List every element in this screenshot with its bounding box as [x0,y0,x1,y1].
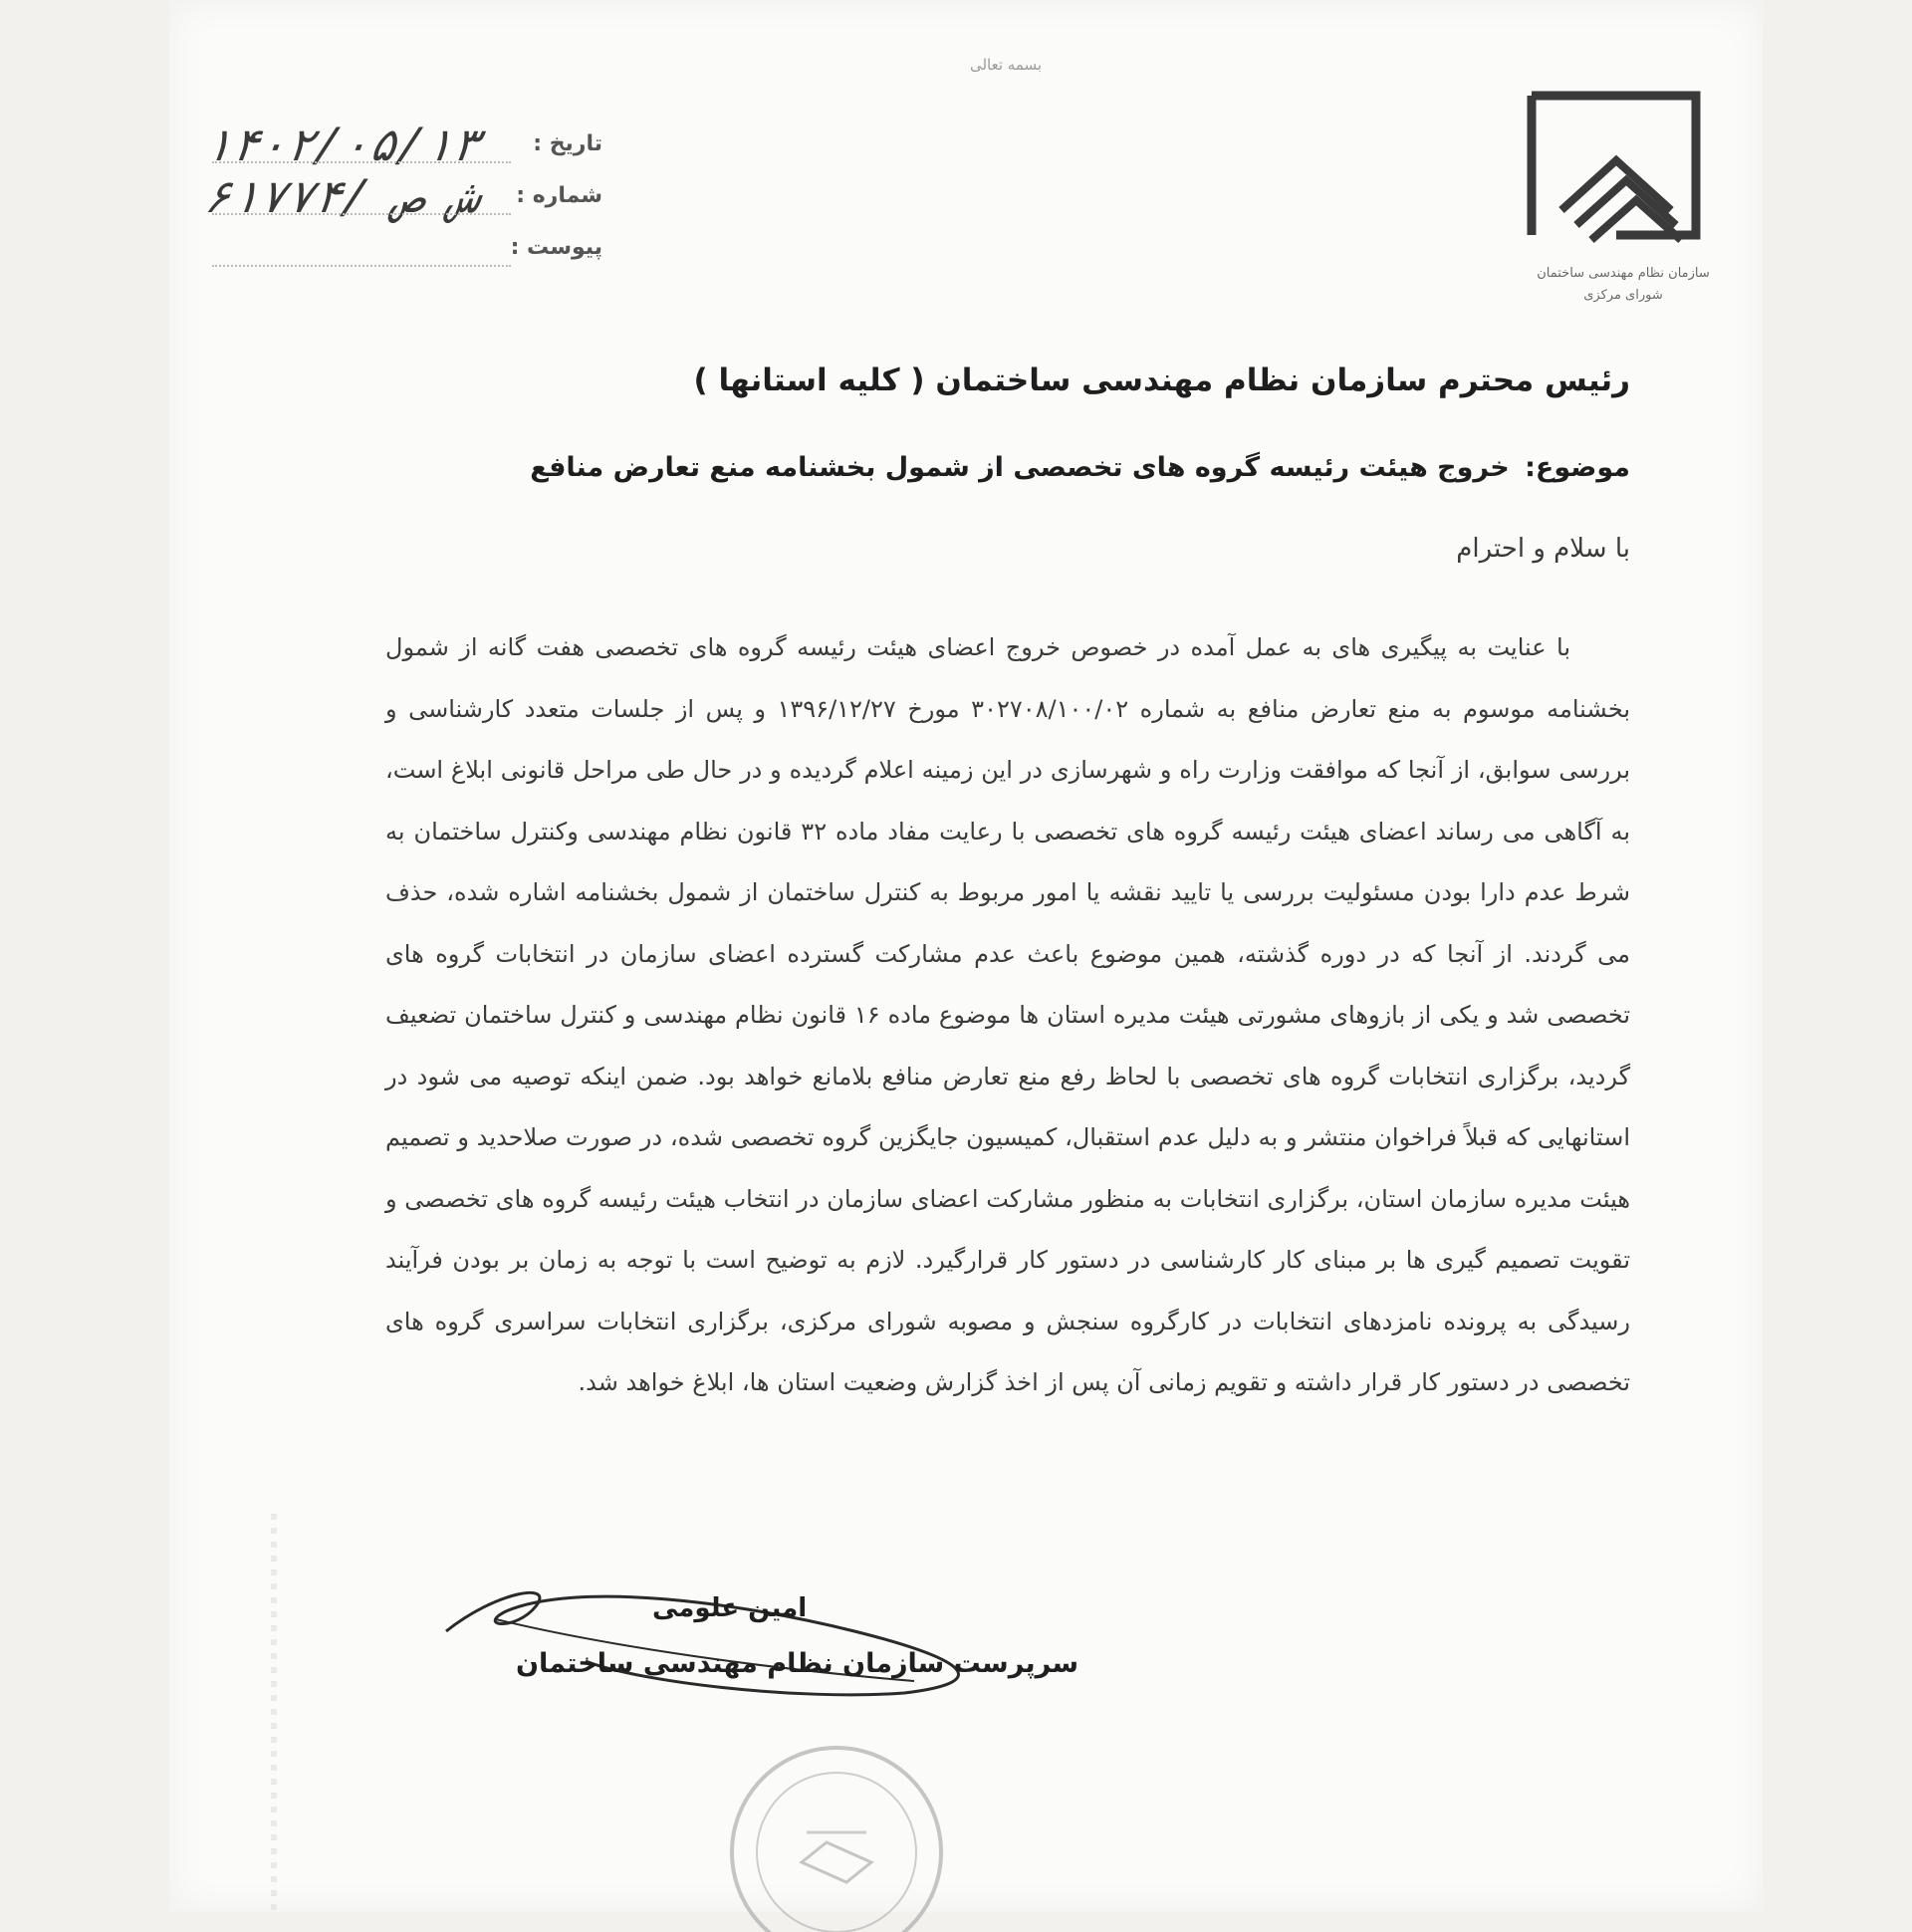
date-row [184,118,622,169]
number-row [184,169,622,221]
date-line [212,161,511,163]
number-line [212,213,511,215]
attachment-line [212,265,511,267]
attachment-label: پیوست : [510,235,602,260]
date-value: ۱۴۰۲/۰۵/۱۳ [200,118,484,171]
number-label: شماره : [516,183,602,208]
addressee: رئیس محترم سازمان نظام مهندسی ساختمان ( کلیه استانها ) [693,362,1630,398]
date-label: تاریخ : [533,131,602,156]
letter-body: با عنایت به پیگیری های به عمل آمده در خصوص خروج اعضای هیئت رئیسه گروه های تخصصی هفت گانه از شمول بخشنامه موسوم به منع تعارض منافع به شماره ۳۰۲۷۰۸/۱۰۰/۰۲ مورخ ۱۳۹۶/۱۲/۲۷ و پس از جلسات متعدد کارشناسی و بررسی سوابق، از آنجا که موافقت وزارت راه و شهرسازی در این زمینه اعلام گردیده و در حال طی مراحل قانونی ابلاغ است، به آگاهی می رساند اعضای هیئت رئیسه گروه های تخصصی با رعایت مفاد ماده ۳۲ قانون نظام مهندسی وکنترل ساختمان به شرط عدم دارا بودن مسئولیت بررسی یا تایید نقشه یا امور مربوط به کنترل ساختمان از شمول بخشنامه اشاره شده، حذف می گردند. از آنجا که در دوره گذشته، همین موضوع باعث عدم مشارکت گسترده اعضای سازمان در انتخابات گروه های تخصصی شد و یکی از بازوهای مشورتی هیئت مدیره استان ها موضوع ماده ۱۶ قانون نظام مهندسی و کنترل ساختمان تضعیف گردید، برگزاری انتخابات گروه های تخصصی با لحاظ رفع منع تعارض منافع بلامانع خواهد بود. ضمن اینکه توصیه می شود در استانهایی که قبلاً فراخوان منتشر و به دلیل عدم استقبال، کمیسیون جایگزین گروه تخصصی شده، در صورت صلاحدید و تصمیم هیئت مدیره سازمان استان، برگزاری انتخابات به منظور مشارکت اعضای سازمان در انتخاب هیئت رئیسه گروه های تخصصی و تقویت تصمیم گیری ها بر مبنای کار کارشناسی در دستور کار قرارگیرد. لازم به توضیح است با توجه به زمان بر بودن فرآیند رسیدگی به پرونده نامزدهای انتخابات در کارگروه سنجش و مصوبه شورای مرکزی، برگزاری انتخابات سراسری گروه های تخصصی در دستور کار قرار داشته و تقویم زمانی آن پس از اخذ گزارش وضعیت استان ها، ابلاغ خواهد شد. [385,633,1631,1396]
logo-caption-line1: سازمان نظام مهندسی ساختمان [1537,266,1710,281]
scan-edge-mark [271,1514,277,1912]
logo-caption [1524,263,1723,307]
signature-scribble [436,1571,1034,1701]
letter-meta [184,118,622,273]
subject-line [530,452,1630,483]
signatory-title: سرپرست سازمان نظام مهندسی ساختمان [516,1648,1078,1679]
subject-label: موضوع: [1525,452,1630,483]
signatory-name: امین علومی [652,1593,808,1623]
basmala: بسمه تعالی [969,56,1043,74]
subject-text: خروج هیئت رئیسه گروه های تخصصی از شمول بخشنامه منع تعارض منافع [530,452,1510,483]
logo-caption-line2: شورای مرکزی [1583,288,1663,303]
official-seal-stamp [697,1713,976,1932]
attachment-row [184,221,622,273]
number-value: ۶۱۷۷۴/ ش ص [200,169,484,223]
greeting: با سلام و احترام [1456,534,1630,564]
